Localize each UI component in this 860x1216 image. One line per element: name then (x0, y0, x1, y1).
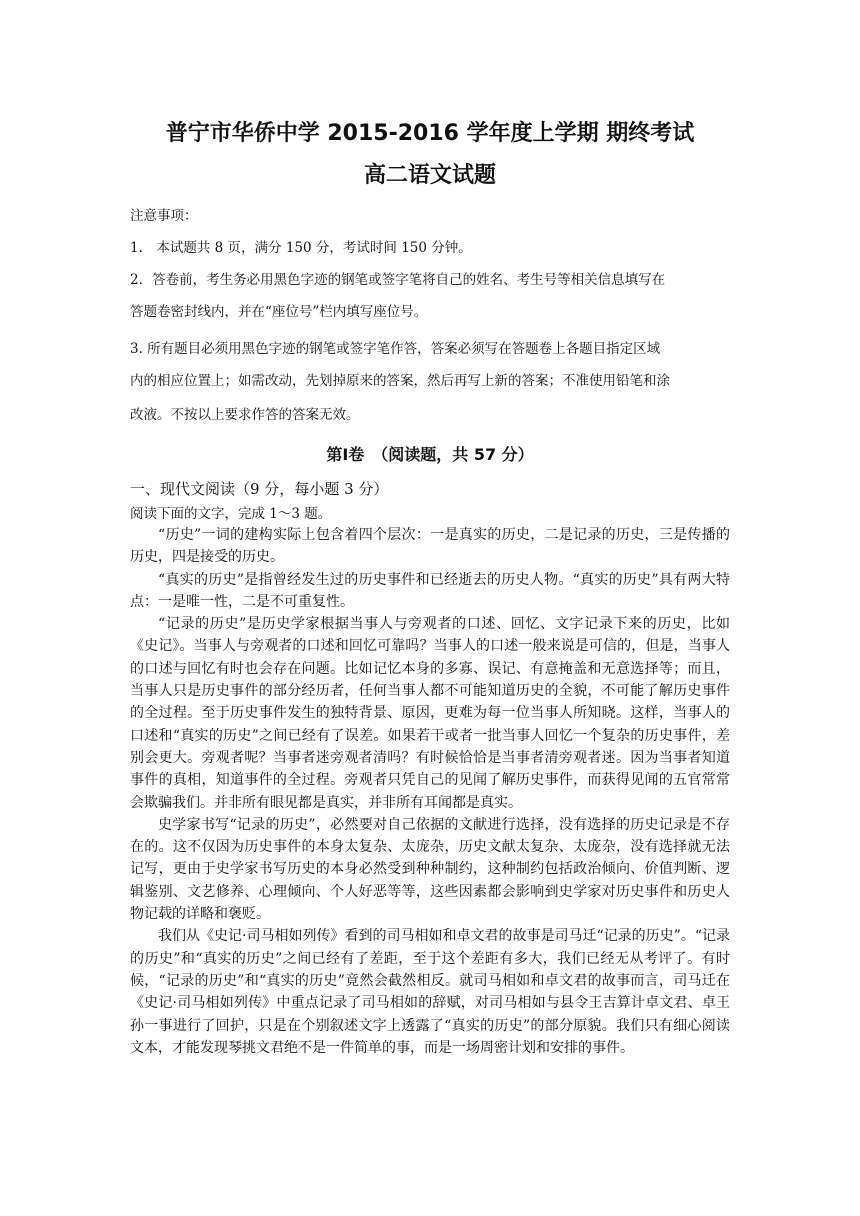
notice-line: 2．答卷前，考生务必用黑色字迹的钢笔或签字笔将自己的姓名、考生号等相关信息填写在 (130, 272, 666, 288)
section-title: 第Ⅰ卷 （阅读题，共 57 分） (326, 445, 534, 464)
reading-passage (130, 524, 730, 1059)
part-title: 一、现代文阅读（9 分，每小题 3 分） (130, 480, 389, 498)
passage-paragraph: “记录的历史”是历史学家根据当事人与旁观者的口述、回忆、文字记录下来的历史，比如《史记》。当事人与旁观者的口述和回忆可靠吗？当事人的口述一般来说是可信的，但是，当事人的口述与回忆有时也会存在问题。比如记忆本身的多寡、误记、有意掩盖和无意选择等；而且，当事人只是历史事件的部分经历者，任何当事人都不可能知道历史的全貌，不可能了解历史事件的全过程。至于历史事件发生的独特背景、原因，更难为每一位当事人所知晓。这样，当事人的口述和“真实的历史”之间已经有了误差。如果若干或者一批当事人回忆一个复杂的历史事件，差别会更大。旁观者呢？当事者迷旁观者清吗？有时候恰恰是当事者清旁观者迷。因为当事者知道事件的真相，知道事件的全过程。旁观者只凭自己的见闻了解历史事件，而获得见闻的五官常常会欺骗我们。并非所有眼见都是真实，并非所有耳闻都是真实。 (130, 616, 730, 811)
notice-line: 答题卷密封线内，并在“座位号”栏内填写座位号。 (130, 304, 428, 320)
notice-heading: 注意事项： (130, 208, 198, 224)
notice-line: 3. 所有题目必须用黑色字迹的钢笔或签字笔作答，答案必须写在答题卷上各题目指定区域 (130, 341, 661, 357)
exam-title: 普宁市华侨中学 2015-2016 学年度上学期 期终考试 (165, 121, 695, 146)
passage-paragraph: “真实的历史”是指曾经发生过的历史事件和已经逝去的历史人物。“真实的历史”具有两大特点：一是唯一性，二是不可重复性。 (130, 571, 730, 610)
passage-paragraph: “历史”一词的建构实际上包含着四个层次：一是真实的历史，二是记录的历史，三是传播的历史，四是接受的历史。 (130, 527, 730, 566)
part-instruction: 阅读下面的文字，完成 1～3 题。 (130, 506, 332, 522)
passage-paragraph: 我们从《史记·司马相如列传》看到的司马相如和卓文君的故事是司马迁“记录的历史”。“记录的历史”和“真实的历史”之间已经有了差距，至于这个差距有多大，我们已经无从考评了。有时候，“记录的历史”和“真实的历史”竟然会截然相反。就司马相如和卓文君的故事而言，司马迁在《史记·司马相如列传》中重点记录了司马相如的辞赋，对司马相如与县令王吉算计卓文君、卓王孙一事进行了回护，只是在个别叙述文字上透露了“真实的历史”的部分原貌。我们只有细心阅读文本，才能发现琴挑文君绝不是一件简单的事，而是一场周密计划和安排的事件。 (130, 928, 730, 1056)
exam-subtitle: 高二语文试题 (363, 163, 496, 188)
notice-line: 内的相应位置上；如需改动，先划掉原来的答案，然后再写上新的答案；不准使用铅笔和涂 (130, 373, 670, 389)
passage-paragraph: 史学家书写“记录的历史”，必然要对自己依据的文献进行选择，没有选择的历史记录是不存在的。这不仅因为历史事件的本身太复杂、太庞杂，历史文献太复杂、太庞杂，没有选择就无法记写，更由于史学家书写历史的本身必然受到种种制约，这种制约包括政治倾向、价值判断、逻辑鉴别、文艺修养、心理倾向、个人好恶等等，这些因素都会影响到史学家对历史事件和历史人物记载的详略和褒贬。 (130, 816, 730, 923)
notice-line: 改液。不按以上要求作答的答案无效。 (130, 407, 360, 423)
notice-line: 1. 本试题共 8 页，满分 150 分，考试时间 150 分钟。 (130, 240, 472, 256)
